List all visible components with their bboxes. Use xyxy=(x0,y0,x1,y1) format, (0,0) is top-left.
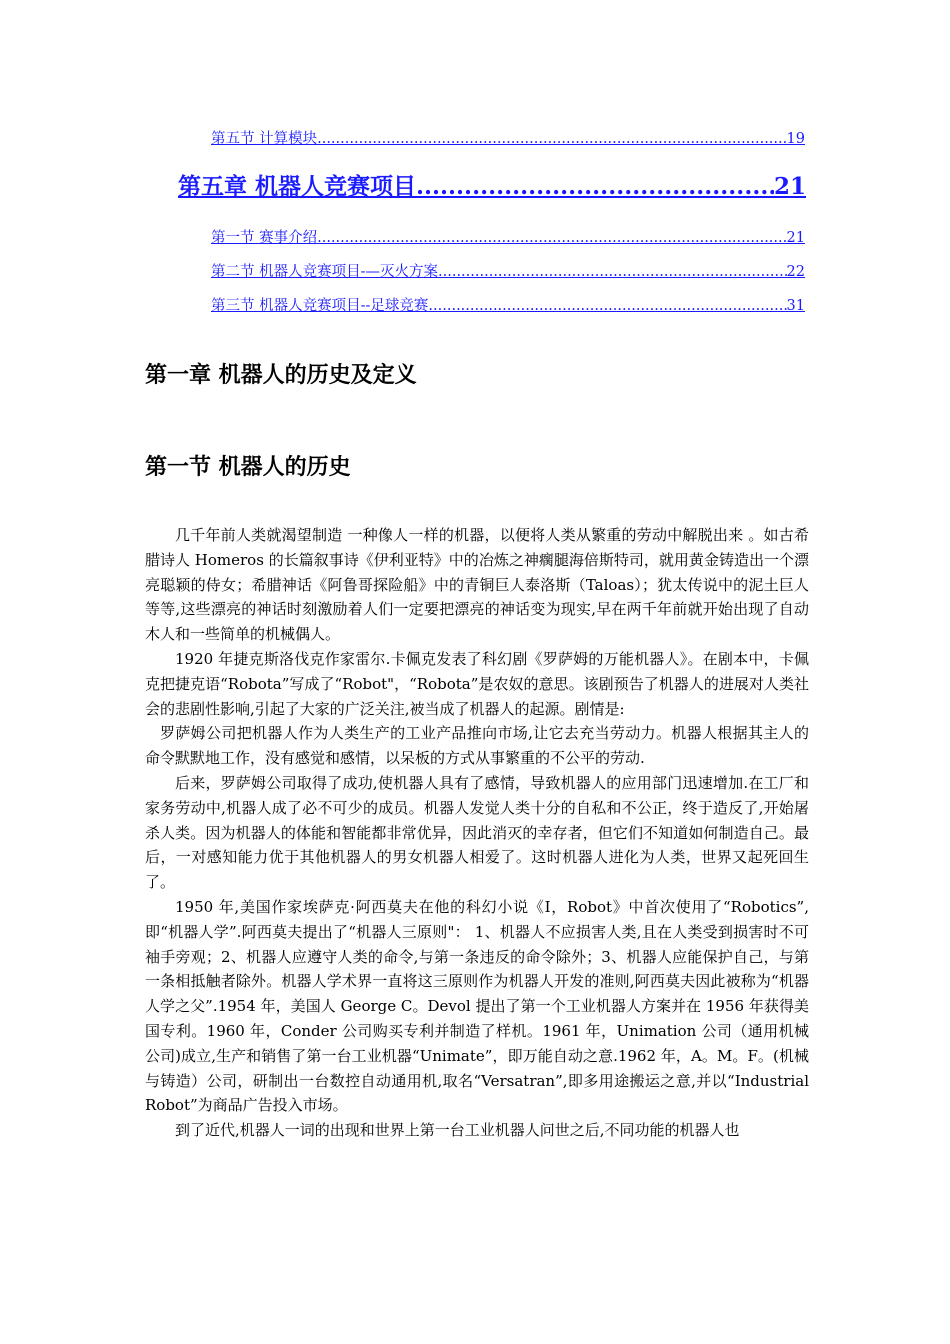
paragraph: 1920 年捷克斯洛伐克作家雷尔.卡佩克发表了科幻剧《罗萨姆的万能机器人》。在剧本中，卡佩克把捷克语“Robota”写成了“Robot"，“Robota”是农奴的意思。该剧预告了机器人的进展对人类社会的悲剧性影响,引起了大家的广泛关注,被当成了机器人的起源。剧情是: xyxy=(145,649,809,718)
toc-entry-page: 22 xyxy=(786,264,805,280)
toc-entry-page: 21 xyxy=(786,230,805,246)
paragraph: 后来，罗萨姆公司取得了成功,使机器人具有了感情，导致机器人的应用部门迅速增加.在工厂和家务劳动中,机器人成了必不可少的成员。机器人发觉人类十分的自私和不公正，终于造反了,开始屠杀人类。因为机器人的体能和智能都非常优异，因此消灭的幸存者，但它们不知道如何制造自己。最后，一对感知能力优于其他机器人的男女机器人相爱了。这时机器人进化为人类，世界又起死回生了。 xyxy=(145,773,809,892)
toc-entry-label: 第二节 机器人竞赛项目-—灭火方案 xyxy=(211,264,439,280)
chapter-heading: 第一章 机器人的历史及定义 xyxy=(145,363,417,388)
toc-leader-dots xyxy=(438,264,787,280)
toc-entry-label: 第三节 机器人竞赛项目--足球竞赛 xyxy=(211,298,429,314)
toc-leader-dots xyxy=(428,298,786,314)
toc-entry-page: 19 xyxy=(786,131,805,147)
toc-entry-label: 第一节 赛事介绍 xyxy=(211,230,318,246)
paragraph: 几千年前人类就渴望制造 一种像人一样的机器，以便将人类从繁重的劳动中解脱出来 。如古希腊诗人 Homeros 的长篇叙事诗《伊利亚特》中的冶炼之神瘸腿海倍斯特司，就用黄金铸造出一个漂亮聪颖的侍女；希腊神话《阿鲁哥探险船》中的青铜巨人泰洛斯（Taloas）；犹太传说中的泥土巨人等等,这些漂亮的神话时刻激励着人们一定要把漂亮的神话变为现实,早在两千年前就开始出现了自动木人和一些简单的机械偶人。 xyxy=(145,526,809,644)
toc-leader-dots xyxy=(317,131,786,147)
body-text xyxy=(145,523,809,1143)
section-heading: 第一节 机器人的历史 xyxy=(145,455,351,480)
toc-entry-label: 第五章 机器人竞赛项目 xyxy=(178,173,417,200)
paragraph: 罗萨姆公司把机器人作为人类生产的工业产品推向市场,让它去充当劳动力。机器人根据其主人的命令默默地工作，没有感觉和感情，以呆板的方式从事繁重的不公平的劳动. xyxy=(145,724,809,768)
paragraph: 到了近代,机器人一词的出现和世界上第一台工业机器人问世之后,不同功能的机器人也 xyxy=(175,1121,740,1140)
toc-entry-section-5-3[interactable] xyxy=(211,294,805,316)
toc-entry-page: 21 xyxy=(773,173,806,200)
paragraph: 1950 年,美国作家埃萨克·阿西莫夫在他的科幻小说《I，Robot》中首次使用了“Robotics”,即“机器人学”.阿西莫夫提出了“机器人三原则"： 1、机器人不应损害人类,且在人类受到损害时不可袖手旁观；2、机器人应遵守人类的命令,与第一条违反的命令除外；3、机器人应能保护自己，与第一条相抵触者除外。机器人学术界一直将这三原则作为机器人开发的准则,阿西莫夫因此被称为“机器人学之父”.1954 年，美国人 George C。Devol 提出了第一个工业机器人方案并在 1956 年获得美国专利。1960 年，Conder 公司购买专利并制造了样机。1961 年，Unimation 公司（通用机械公司)成立,生产和销售了第一台工业机器“Unimate”，即万能自动之意.1962 年，A。M。F。(机械与铸造）公司，研制出一台数控自动通用机,取名“Versatran”,即多用途搬运之意,并以“Industrial Robot”为商品广告投入市场。 xyxy=(145,897,809,1115)
toc-entry-chapter-5[interactable] xyxy=(178,168,806,200)
toc-entry-section-5-2[interactable] xyxy=(211,260,805,282)
toc-entry-label: 第五节 计算模块 xyxy=(211,131,318,147)
toc-entry-section-5-5[interactable] xyxy=(211,127,805,149)
toc-leader-dots xyxy=(317,230,786,246)
toc-leader-dots xyxy=(416,173,774,200)
toc-entry-section-5-1[interactable] xyxy=(211,226,805,248)
toc-entry-page: 31 xyxy=(786,298,805,314)
